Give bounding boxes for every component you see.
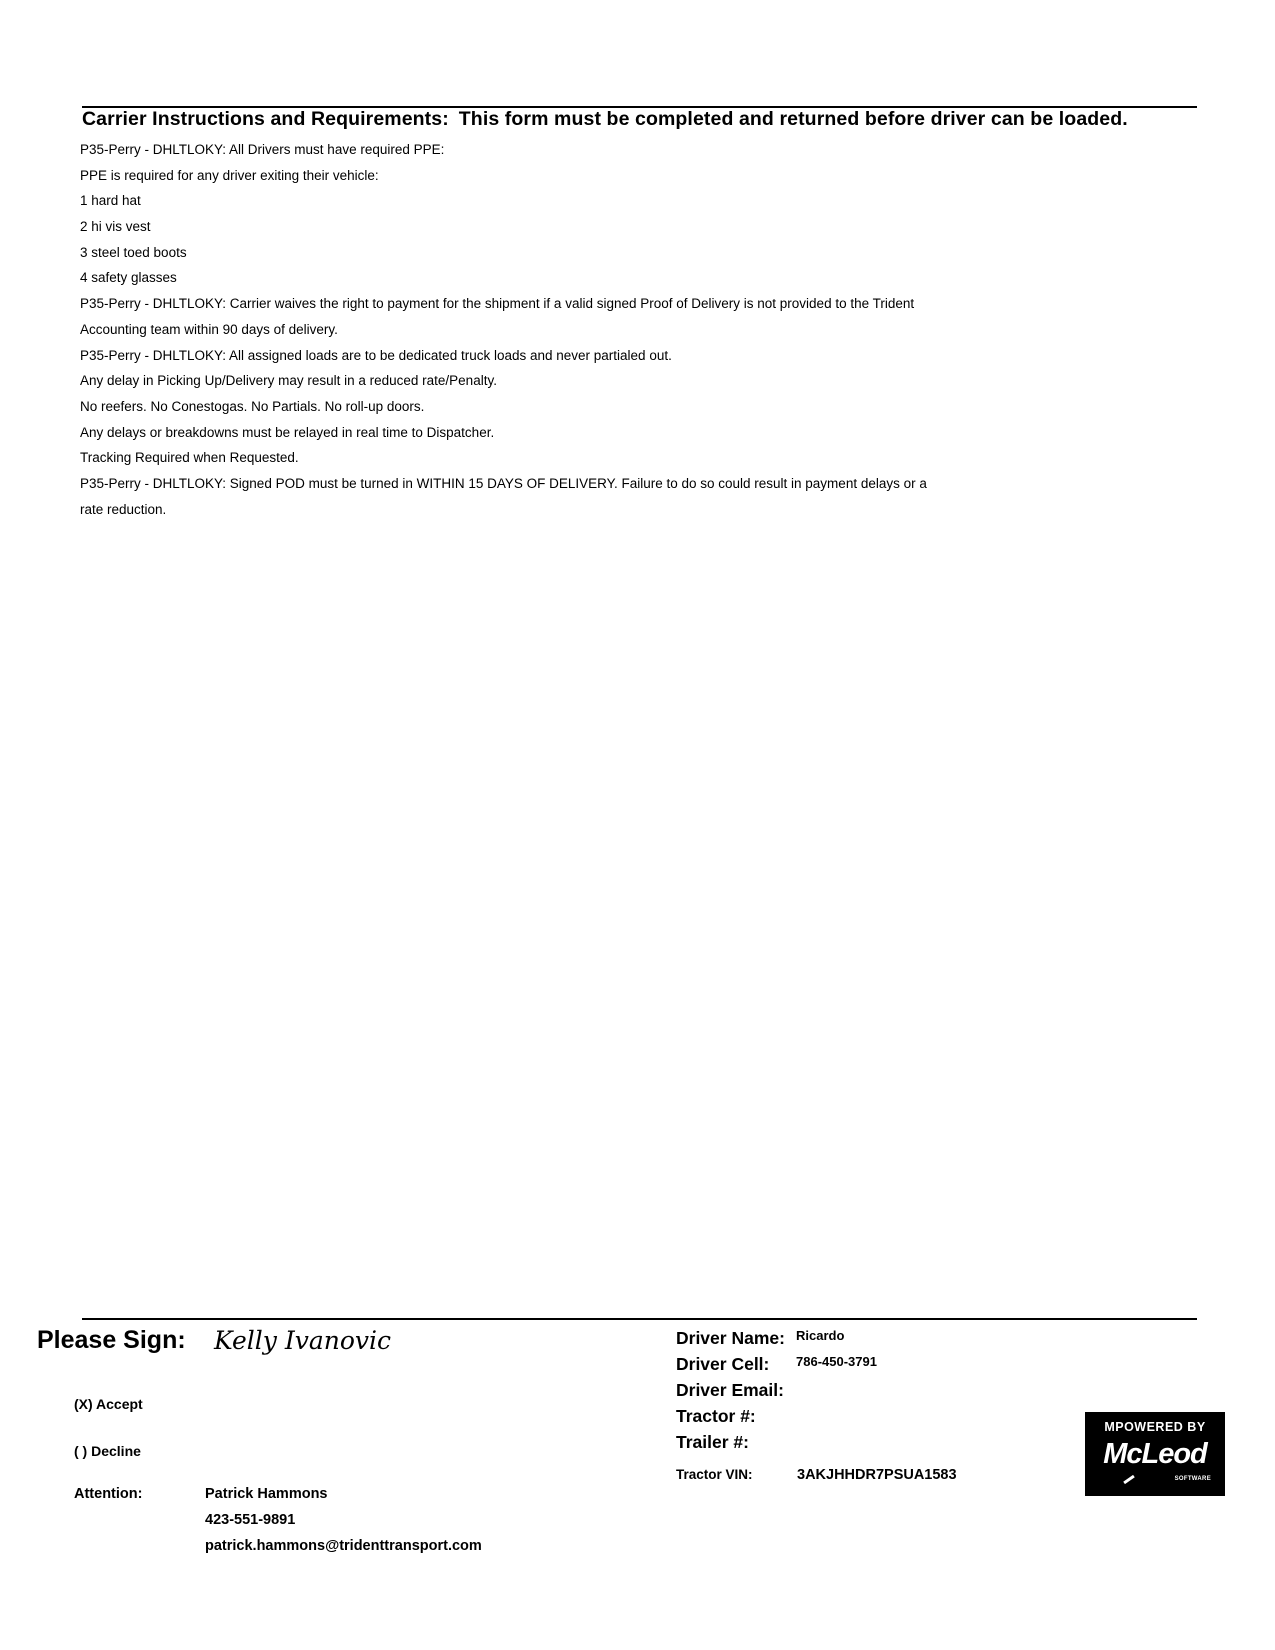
tractor-number-label: Tractor #: [676,1406,756,1426]
instructions-list [80,137,1100,522]
instruction-line: 1 hard hat [80,193,141,209]
logo-tagline: MPOWERED BY [1104,1420,1206,1434]
driver-cell-value: 786-450-3791 [796,1354,877,1369]
instruction-line: 4 safety glasses [80,270,177,286]
tractor-vin-value: 3AKJHHDR7PSUA1583 [797,1467,957,1483]
instruction-line: Any delays or breakdowns must be relayed in real time to Dispatcher. [80,424,495,440]
attention-email: patrick.hammons@tridenttransport.com [205,1538,482,1554]
instruction-line: PPE is required for any driver exiting their vehicle: [80,167,379,183]
carrier-instructions-title [82,108,1202,131]
instruction-line: 2 hi vis vest [80,219,151,235]
footer-rule [82,1318,1197,1320]
title-lead: Carrier Instructions and Requirements: [82,108,449,130]
driver-email-label: Driver Email: [676,1380,784,1400]
logo-brand: McLeod [1103,1438,1207,1470]
driver-cell-label: Driver Cell: [676,1354,770,1374]
driver-name-value: Ricardo [796,1328,845,1343]
instruction-line: P35-Perry - DHLTLOKY: Signed POD must be turned in WITHIN 15 DAYS OF DELIVERY. Failure to do so could result in payment delays or a [80,475,927,491]
accept-option[interactable]: (X) Accept [74,1396,143,1412]
instruction-line: P35-Perry - DHLTLOKY: All assigned loads are to be dedicated truck loads and never partialed out. [80,347,672,363]
trailer-number-label: Trailer #: [676,1432,749,1452]
logo-slash-mark [1123,1475,1135,1484]
logo-sub: SOFTWARE [1174,1476,1211,1482]
instruction-line: P35-Perry - DHLTLOKY: All Drivers must have required PPE: [80,142,445,157]
instruction-line: No reefers. No Conestogas. No Partials. No roll-up doors. [80,398,425,414]
title-notice: This form must be completed and returned before driver can be loaded. [458,108,1128,130]
please-sign-label: Please Sign: [37,1326,186,1354]
signature: Kelly Ivanovic [214,1326,392,1355]
attention-name: Patrick Hammons [205,1486,328,1502]
driver-name-label: Driver Name: [676,1328,785,1348]
instruction-line: P35-Perry - DHLTLOKY: Carrier waives the right to payment for the shipment if a valid signed Proof of Delivery is not provided to the Trident [80,296,915,312]
mcleod-logo [1085,1412,1225,1496]
attention-phone: 423-551-9891 [205,1512,296,1528]
tractor-vin-label: Tractor VIN: [676,1467,753,1482]
instruction-line: Accounting team within 90 days of delivery. [80,321,338,337]
instruction-line: rate reduction. [80,501,167,517]
instruction-line: Tracking Required when Requested. [80,450,299,466]
instruction-line: Any delay in Picking Up/Delivery may result in a reduced rate/Penalty. [80,373,497,389]
attention-label: Attention: [74,1486,143,1502]
instruction-line: 3 steel toed boots [80,244,187,260]
decline-option[interactable]: ( ) Decline [74,1443,141,1459]
